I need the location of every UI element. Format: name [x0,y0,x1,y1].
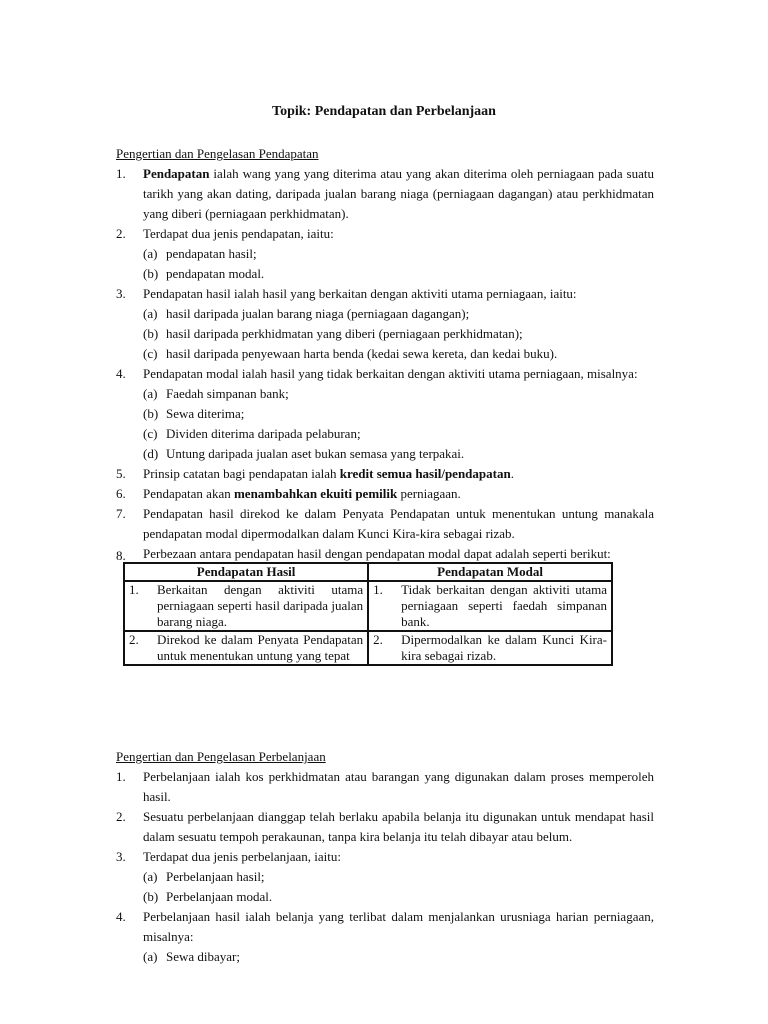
item-text: Pendapatan ialah wang yang yang diterima atau yang akan diterima oleh perniagaan pada suatu tarikh yang akan dating, daripada jualan barang niaga (perniagaan dagangan) atau perkhidmatan yang diberi (perniagaan perkhidmatan). [143,166,654,221]
list-item [116,224,654,284]
list-item [116,504,654,544]
list-item [116,284,654,364]
sub-list [143,384,654,464]
sub-item: (a) Perbelanjaan hasil; [143,869,265,884]
item-text: Perbelanjaan ialah kos perkhidmatan atau barangan yang digunakan dalam proses memperoleh hasil. [143,769,654,804]
table-cell: 1. Tidak berkaitan dengan aktiviti utama perniagaan seperti faedah simpanan bank. [368,581,612,631]
list-item [116,484,654,504]
bold-term: kredit semua hasil/pendapatan [339,466,511,481]
numbered-list [116,164,654,562]
item-number: 2. [116,226,126,241]
sub-item: (a) hasil daripada jualan barang niaga (perniagaan dagangan); [143,306,470,321]
sub-item: (c) hasil daripada penyewaan harta benda (kedai sewa kereta, dan kedai buku). [143,346,558,361]
item-number: 4. [116,366,126,381]
list-item [116,546,654,562]
item-number: 3. [116,849,126,864]
table-row [124,631,612,665]
sub-list [143,867,654,907]
item-text: Pendapatan hasil ialah hasil yang berkaitan dengan aktiviti utama perniagaan, iaitu: [143,286,577,301]
item-text: Pendapatan akan menambahkan ekuiti pemilik perniagaan. [143,486,461,501]
item-text: Terdapat dua jenis pendapatan, iaitu: [143,226,334,241]
list-item [116,164,654,224]
item-number: 8. [116,548,126,563]
section-heading: Pengertian dan Pengelasan Pendapatan [116,146,319,161]
item-number: 5. [116,466,126,481]
section-perbelanjaan [116,747,654,967]
table-header-row [124,563,612,581]
table-cell: 2. Direkod ke dalam Penyata Pendapatan untuk menentukan untung yang tepat [124,631,368,665]
list-item [116,847,654,907]
table-row [124,581,612,631]
sub-list [143,947,654,967]
item-number: 2. [116,809,126,824]
item-text: Terdapat dua jenis perbelanjaan, iaitu: [143,849,341,864]
table-cell: 1. Berkaitan dengan aktiviti utama perniagaan seperti hasil daripada jualan barang niaga. [124,581,368,631]
item-number: 1. [116,166,126,181]
sub-list [143,244,654,284]
item-number: 3. [116,286,126,301]
document-title: Topik: Pendapatan dan Perbelanjaan [272,104,496,119]
sub-item: (b) pendapatan modal. [143,266,265,281]
table-cell: 2. Dipermodalkan ke dalam Kunci Kira-kira sebagai rizab. [368,631,612,665]
sub-item: (c) Dividen diterima daripada pelaburan; [143,426,361,441]
column-header: Pendapatan Modal [368,563,612,581]
bold-term: Pendapatan [143,166,210,181]
section-heading: Pengertian dan Pengelasan Perbelanjaan [116,749,326,764]
sub-item: (a) Sewa dibayar; [143,949,241,964]
bold-term: menambahkan ekuiti pemilik [233,486,398,501]
item-text: Pendapatan hasil direkod ke dalam Penyata Pendapatan untuk menentukan untung manakala pendapatan modal dipermodalkan dalam Kunci Kira-kira sebagai rizab. [143,506,654,541]
item-text: Perbezaan antara pendapatan hasil dengan pendapatan modal dapat adalah seperti berikut: [143,546,611,561]
item-text: Pendapatan modal ialah hasil yang tidak berkaitan dengan aktiviti utama perniagaan, misalnya: [143,366,638,381]
section-pendapatan [116,144,654,666]
sub-item: (d) Untung daripada jualan aset bukan semasa yang terpakai. [143,446,465,461]
list-item [116,464,654,484]
sub-item: (a) pendapatan hasil; [143,246,257,261]
list-item [116,807,654,847]
list-item [116,907,654,967]
sub-item: (b) hasil daripada perkhidmatan yang diberi (perniagaan perkhidmatan); [143,326,523,341]
list-item [116,767,654,807]
item-number: 7. [116,506,126,521]
column-header: Pendapatan Hasil [124,563,368,581]
item-number: 1. [116,769,126,784]
sub-item: (a) Faedah simpanan bank; [143,386,289,401]
list-item [116,364,654,464]
sub-item: (b) Sewa diterima; [143,406,245,421]
sub-item: (b) Perbelanjaan modal. [143,889,273,904]
item-number: 4. [116,909,126,924]
item-text: Sesuatu perbelanjaan dianggap telah berlaku apabila belanja itu digunakan untuk mendapat hasil dalam sesuatu tempoh perakaunan, tanpa kira belanja itu telah dibayar atau belum. [143,809,654,844]
comparison-table [123,562,613,666]
sub-list [143,304,654,364]
numbered-list [116,767,654,967]
item-text: Prinsip catatan bagi pendapatan ialah kredit semua hasil/pendapatan. [143,466,514,481]
item-text: Perbelanjaan hasil ialah belanja yang terlibat dalam menjalankan urusniaga harian perniagaan, misalnya: [143,909,654,944]
item-number: 6. [116,486,126,501]
